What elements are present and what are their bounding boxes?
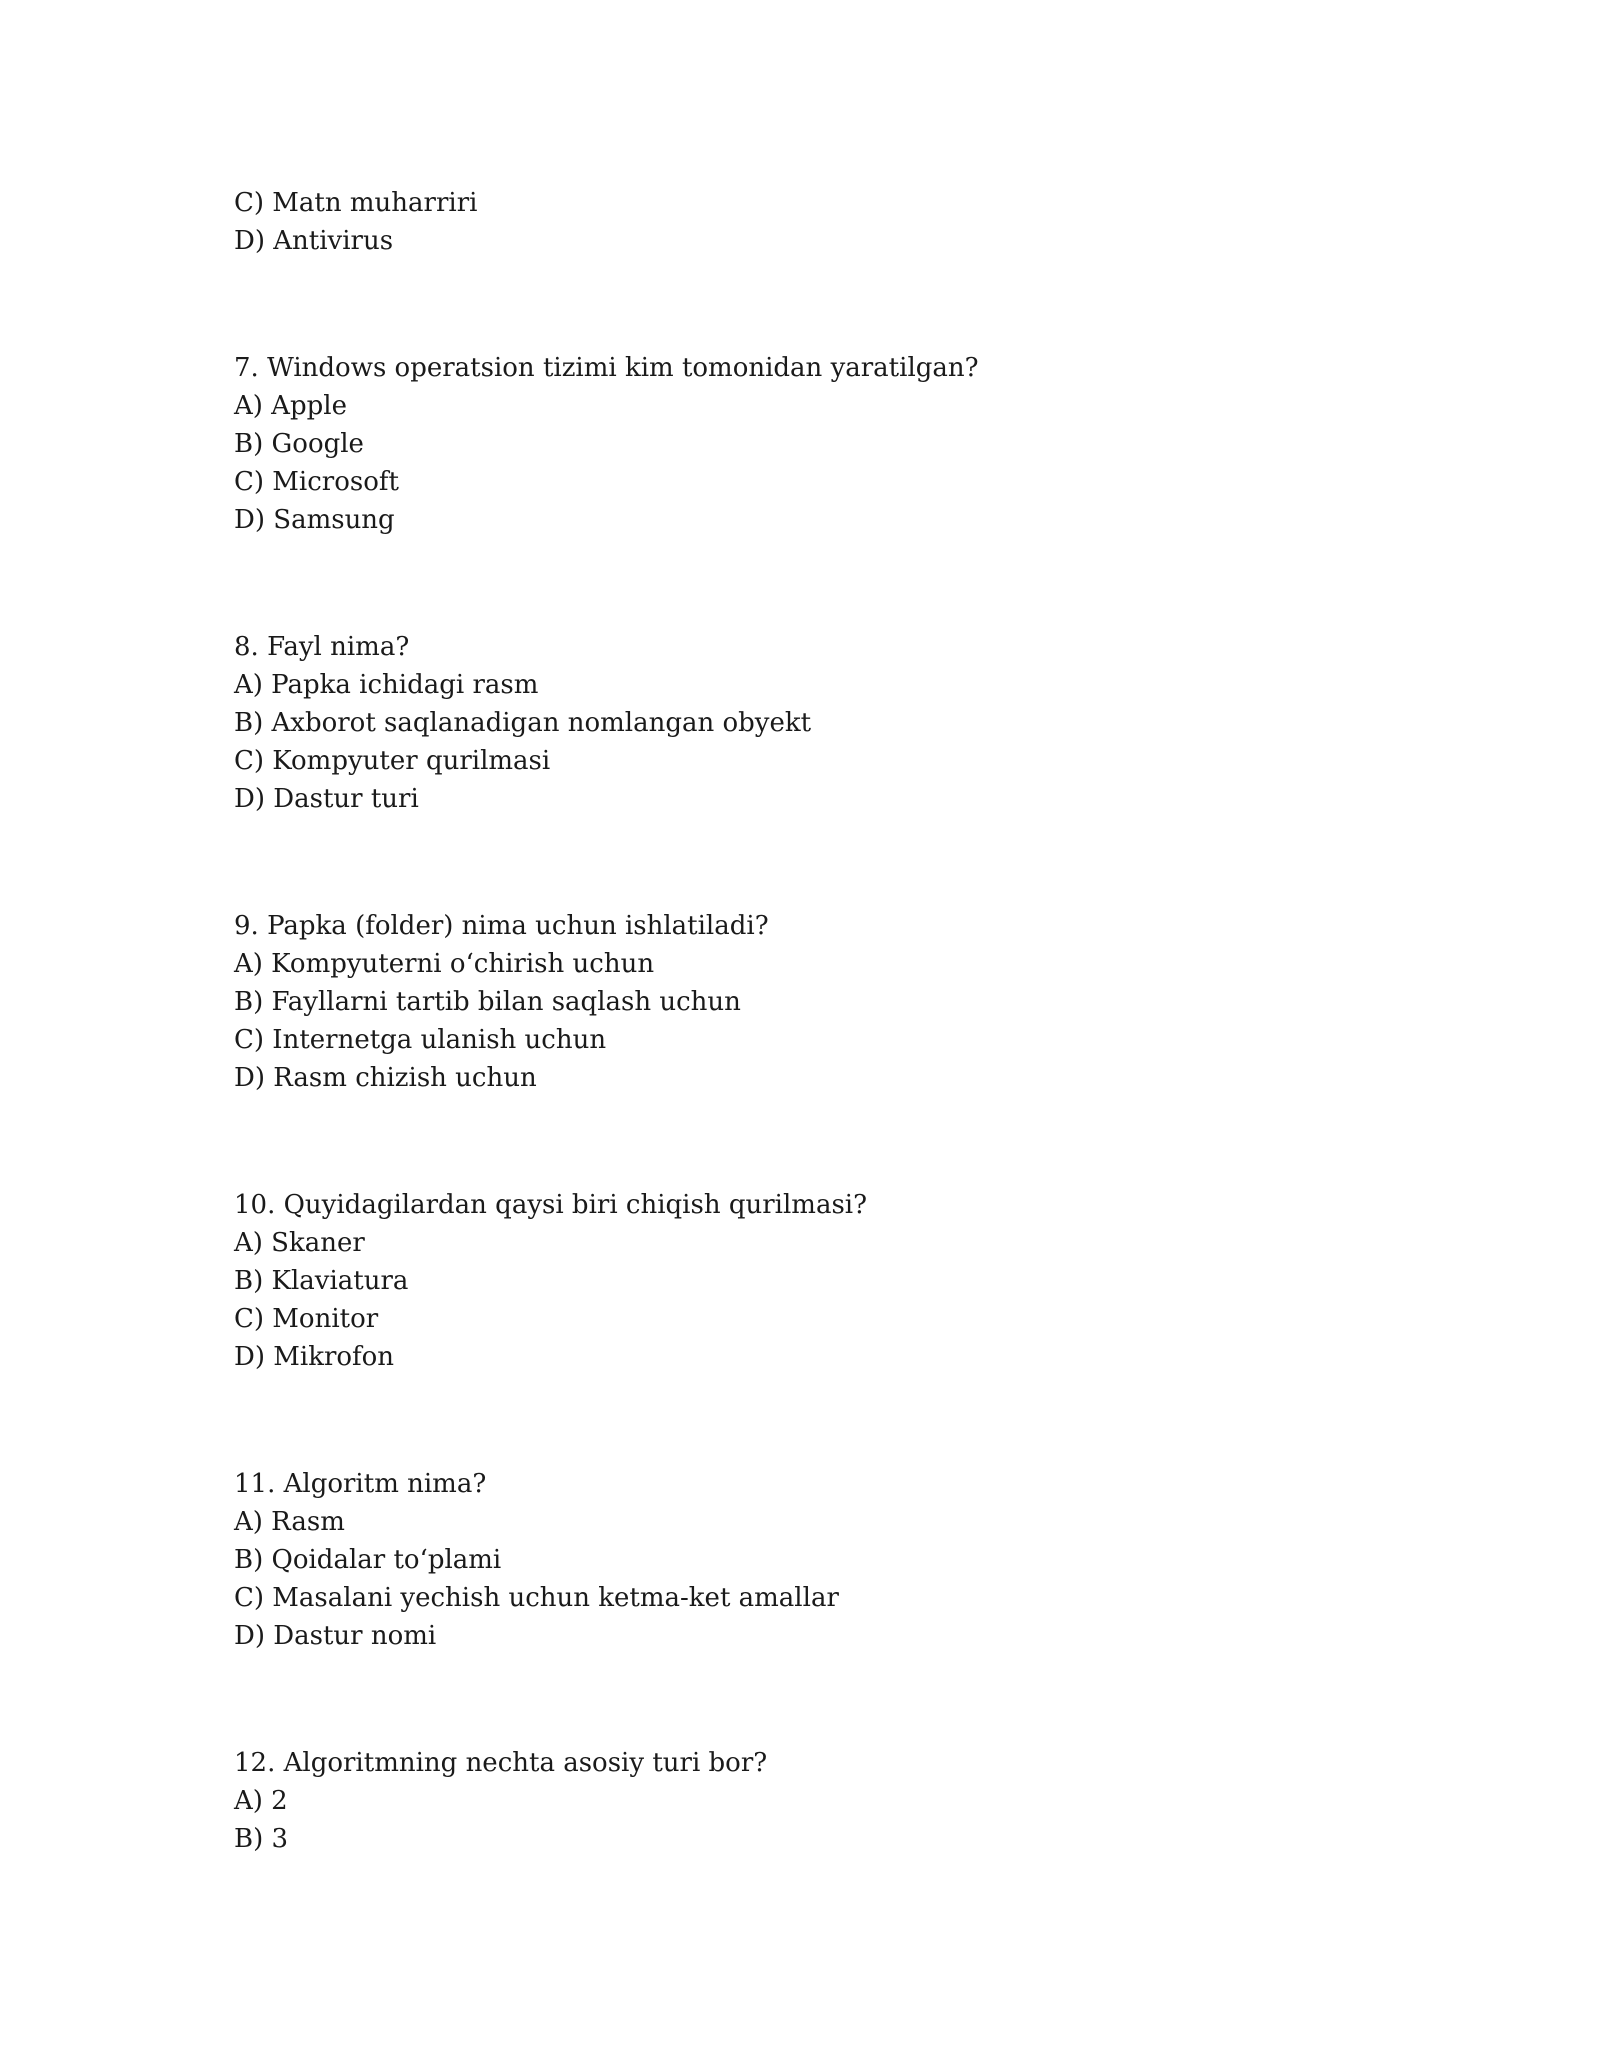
question-block-7 (234, 349, 1434, 539)
question-block-9 (234, 907, 1434, 1097)
question-block-8 (234, 628, 1434, 818)
option-d: D) Dastur turi (234, 784, 419, 814)
question-text: 12. Algoritmning nechta asosiy turi bor? (234, 1748, 768, 1778)
option-d: D) Antivirus (234, 226, 394, 256)
question-text: 10. Quyidagilardan qaysi biri chiqish qurilmasi? (234, 1190, 868, 1220)
question-block-12 (234, 1744, 1434, 1858)
option-d: D) Samsung (234, 505, 395, 535)
question-block-11 (234, 1465, 1434, 1655)
option-d: D) Mikrofon (234, 1342, 395, 1372)
question-text: 7. Windows operatsion tizimi kim tomonidan yaratilgan? (234, 353, 979, 383)
option-c: C) Monitor (234, 1304, 379, 1334)
option-b: B) Klaviatura (234, 1266, 409, 1296)
option-c: C) Masalani yechish uchun ketma-ket amallar (234, 1583, 839, 1613)
option-c: C) Internetga ulanish uchun (234, 1025, 607, 1055)
option-b: B) 3 (234, 1824, 289, 1854)
option-b: B) Fayllarni tartib bilan saqlash uchun (234, 987, 741, 1017)
option-a: A) Apple (234, 391, 347, 421)
option-c: C) Microsoft (234, 467, 399, 497)
option-a: A) Skaner (234, 1228, 365, 1258)
question-block-10 (234, 1186, 1434, 1376)
question-block-6-continued (234, 184, 1434, 260)
option-b: B) Google (234, 429, 364, 459)
question-text: 9. Papka (folder) nima uchun ishlatiladi? (234, 911, 769, 941)
option-b: B) Axborot saqlanadigan nomlangan obyekt (234, 708, 812, 738)
option-d: D) Rasm chizish uchun (234, 1063, 537, 1093)
question-text: 11. Algoritm nima? (234, 1469, 487, 1499)
option-a: A) Kompyuterni o‘chirish uchun (234, 949, 655, 979)
option-b: B) Qoidalar to‘plami (234, 1545, 502, 1575)
option-c: C) Kompyuter qurilmasi (234, 746, 551, 776)
question-text: 8. Fayl nima? (234, 632, 410, 662)
option-a: A) 2 (234, 1786, 288, 1816)
option-a: A) Papka ichidagi rasm (234, 670, 539, 700)
question-list (234, 184, 1434, 1858)
option-c: C) Matn muharriri (234, 188, 478, 218)
option-a: A) Rasm (234, 1507, 345, 1537)
option-d: D) Dastur nomi (234, 1621, 437, 1651)
